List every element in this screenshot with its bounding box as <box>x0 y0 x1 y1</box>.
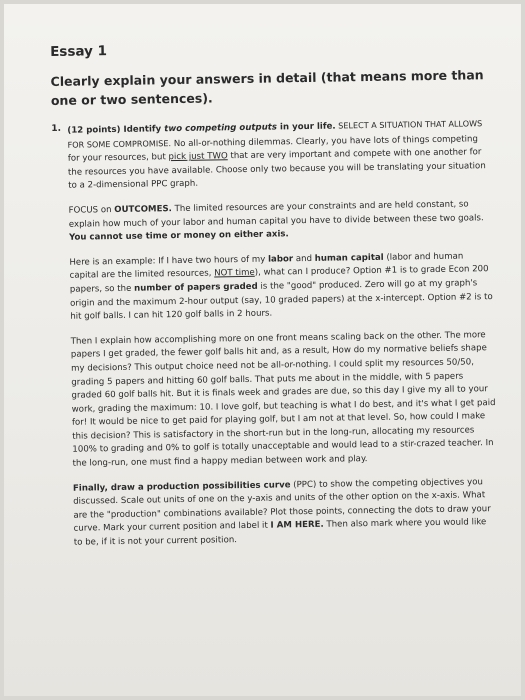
question-1 <box>51 117 498 550</box>
text-run: I AM HERE. <box>270 520 324 532</box>
text-run: The limited resources are your constraints and are held constant, so explain how much of your labor and human capital you have to divide between these two goals. <box>68 199 484 230</box>
text-run: two competing outputs <box>164 122 278 135</box>
text-run: in your life. <box>276 121 336 133</box>
paragraph-focus <box>69 198 494 245</box>
text-run: labor <box>267 253 294 265</box>
text-run: number of papers graded <box>134 281 258 294</box>
text-run: human capital <box>314 252 384 264</box>
text-run: No all-or-nothing dilemmas. Clearly, you have lots of things competing for your resources, but <box>67 133 478 164</box>
underlined-text: NOT time <box>214 268 255 279</box>
essay-sheet <box>50 37 498 561</box>
text-run: that are very important and compete with one another for the resources you have available. Choose only two because you will be translating your situation to a 2-dimensional PPC graph. <box>67 147 486 192</box>
essay-title: Essay 1 <box>50 43 108 60</box>
paper-page <box>4 4 521 696</box>
text-run: ), what can I produce? Option #1 is to grade Econ 200 papers, so the <box>69 264 489 295</box>
text-run: OUTCOMES. <box>114 204 172 215</box>
text-run: Then also mark where you would like to be, if it is not your current position. <box>73 517 487 548</box>
text-run: Here is an example: If I have two hours of my <box>69 254 269 268</box>
text-run: FOCUS on <box>68 204 115 216</box>
text-run: is the "good" produced. Zero will go at my graph's origin and the maximum 2-hour output (say, 10 graded papers) at the x-intercept. Option #2 is to hit golf balls. I can hit 120 golf balls in 2 hours. <box>69 278 493 322</box>
text-run: Identify <box>120 124 165 135</box>
text-run: (labor and human capital are the limited resources, <box>69 251 464 282</box>
text-run: (PPC) to show the competing objectives you discussed. Scale out units of one on the y-axis and units of the other option on the x-axis. What are the "production" combinations available? Plot those points, connecting the dots to draw your curve. Mark your current position and label it <box>73 476 491 535</box>
text-run: Finally, draw a production possibilities curve <box>72 479 291 494</box>
points-label: (12 points) <box>67 124 121 136</box>
paragraph-example <box>69 250 494 325</box>
paragraph-tradeoff: Then I explain how accomplishing more on one front means scaling back on the other. The more papers I get graded, the fewer golf balls hit and, as a result, How do my normative beliefs shape my decisions? This output choice need not be all-or-nothing. I could split my resources 50/50, grading 5 papers and hitting 60 golf balls. That puts me about in the middle, with 5 papers graded 60 golf balls hit. But it is finals week and grades are due, so this day I give my all to your work, grading the maximum: 10. I love golf, but teaching is what I do best, and it's what I get paid for! It would be nice to get paid for playing golf, but I am not at that level. So, how could I make this decision? This is satisfactory in the short-run but in the long-run, allocating my resources 100% to grading and 0% to golf is totally unacceptable and would lead to a stir-crazed teacher. In the long-run, one must find a happy median between work and play. <box>70 329 496 469</box>
text-run: and <box>293 253 315 264</box>
text-run: You cannot use time or money on either axis. <box>68 229 289 243</box>
question-number: 1. <box>51 123 62 134</box>
essay-instruction: Clearly explain your answers in detail (that means more than one or two sentences). <box>50 67 484 108</box>
underlined-text: pick just TWO <box>168 151 228 163</box>
paragraph-task <box>67 117 492 194</box>
paragraph-ppc <box>73 476 498 551</box>
text-run: SELECT A SITUATION THAT ALLOWS FOR SOME COMPROMISE. <box>67 118 483 150</box>
